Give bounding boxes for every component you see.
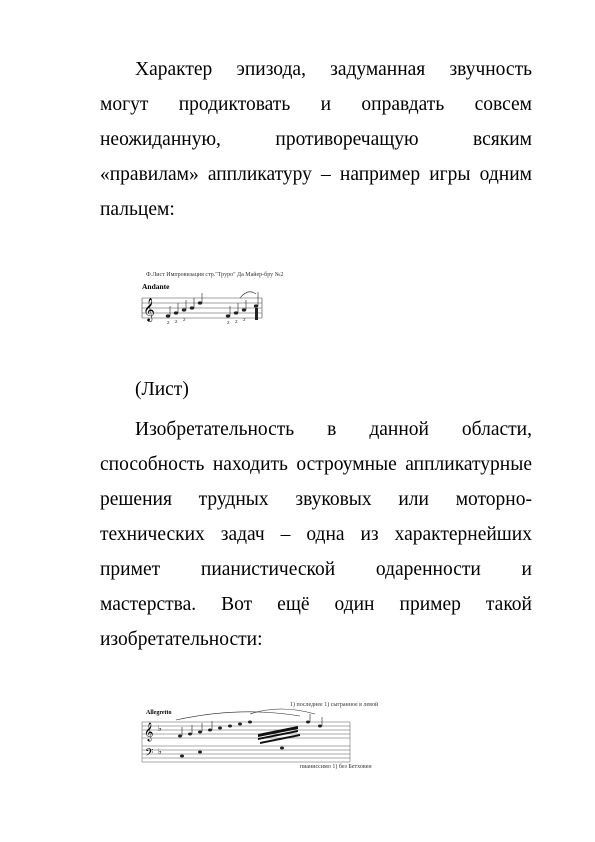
music-example-1-caption: Ф.Лист Импровизация стр."Труро" Да Майер-бру №2 (146, 272, 284, 278)
music-staff-2 (140, 700, 379, 772)
paragraph-2-line-6: мастерства. Вот ещё один пример такой (100, 594, 532, 615)
attribution (100, 372, 532, 407)
svg-text:♭: ♭ (158, 747, 162, 756)
paragraph-2-line-5: примет пианистической одаренности и (100, 559, 532, 580)
music-example-2-note-top: 1) последнее 1) сыгранное в левой (290, 702, 379, 708)
paragraph-2-line-1: Изобретательность в данной области, (135, 419, 532, 440)
svg-text:2: 2 (235, 319, 238, 324)
paragraph-2-line-2: способность находить остроумные аппликатурные (100, 454, 532, 475)
svg-text:♭: ♭ (158, 724, 162, 733)
paragraph-2 (100, 412, 532, 657)
music-example-1-tempo: Andante (142, 282, 170, 291)
svg-text:2: 2 (227, 320, 230, 325)
paragraph-2-line-7: изобретательности: (100, 629, 263, 650)
svg-text:2: 2 (243, 317, 246, 322)
bass-clef-icon: 𝄢 (145, 747, 154, 762)
music-staff-1 (140, 268, 284, 340)
paragraph-2-line-3: решения трудных звуковых или моторно- (100, 489, 532, 510)
paragraph-1-line-3: неожиданную, противоречащую всяким (100, 129, 532, 150)
music-example-2 (140, 700, 379, 772)
paragraph-2-line-4: технических задач – одна из характернейших (100, 524, 532, 545)
treble-clef-icon: 𝄞 (144, 722, 154, 741)
paragraph-1-line-4: «правилам» аппликатуру – например игры одним (100, 164, 532, 185)
music-example-1 (140, 268, 284, 340)
attribution-text: (Лист) (135, 379, 189, 400)
svg-text:2: 2 (183, 317, 186, 322)
paragraph-1-line-5: пальцем: (100, 199, 175, 220)
paragraph-1 (100, 52, 532, 227)
music-example-2-tempo: Allegretto (146, 710, 172, 716)
paragraph-1-line-1: Характер эпизода, задуманная звучность (135, 59, 532, 80)
music-example-2-note-bottom: пианиссимо 1) без Бетховен (300, 764, 372, 770)
svg-text:2: 2 (175, 319, 178, 324)
svg-text:2: 2 (167, 320, 170, 325)
paragraph-1-line-2: могут продиктовать и оправдать совсем (100, 94, 532, 115)
treble-clef-icon: 𝄞 (143, 297, 155, 321)
